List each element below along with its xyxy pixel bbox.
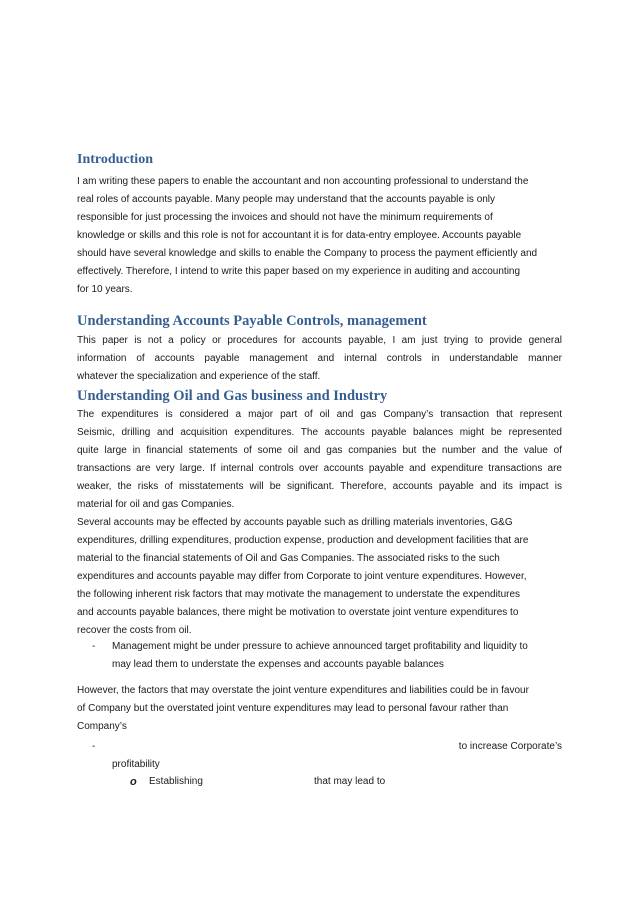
introduction-paragraph	[77, 173, 562, 299]
bullet-item-management-pressure	[77, 638, 562, 674]
several-accounts-paragraph	[77, 514, 562, 640]
paragraph-line: material for oil and gas Companies.	[77, 499, 235, 510]
paragraph-line: However, the factors that may overstate the joint venture expenditures and liabilities could be in favour	[77, 685, 529, 696]
paragraph-line: whatever the specialization and experience of the staff.	[77, 371, 321, 382]
oil-gas-paragraph	[77, 406, 562, 514]
paragraph-line: responsible for just processing the invoices and should not have the minimum requirements of	[77, 212, 493, 223]
paragraph-line: quite large in financial statements of some oil and gas companies but the number and the value of	[77, 445, 562, 456]
paragraph-line: recover the costs from oil.	[77, 625, 192, 636]
bullet-item-increase-profitability	[77, 738, 562, 756]
paragraph-line: Several accounts may be effected by accounts payable such as drilling materials inventories, G&G	[77, 517, 513, 528]
paragraph-line: effectively. Therefore, I intend to write this paper based on my experience in auditing and accounting	[77, 266, 521, 277]
paragraph-line: The expenditures is considered a major part of oil and gas Company’s transaction that represent	[77, 409, 562, 420]
paragraph-line: real roles of accounts payable. Many people may understand that the accounts payable is only	[77, 194, 496, 205]
bullet-continuation	[77, 756, 562, 774]
paragraph-line: expenditures, drilling expenditures, production expense, production and development facilities that are	[77, 535, 529, 546]
sub-bullet-right-text: that may lead to	[314, 776, 386, 787]
controls-heading: Understanding Accounts Payable Controls, management	[77, 313, 427, 329]
bullet-dash: -	[92, 641, 96, 652]
controls-paragraph	[77, 332, 562, 386]
paragraph-line: Seismic, drilling and acquisition expenditures. The accounts payable balances might be represented	[77, 427, 562, 438]
paragraph-line: I am writing these papers to enable the accountant and non accounting professional to understand the	[77, 176, 529, 187]
sub-bullet-marker: o	[130, 776, 137, 788]
bullet-line: Management might be under pressure to achieve announced target profitability and liquidity to	[112, 641, 528, 652]
paragraph-line: weaker, the risks of misstatements will be significant. Therefore, accounts payable and its impact is	[77, 481, 562, 492]
paragraph-line: and accounts payable balances, there might be motivation to overstate joint venture expenditures to	[77, 607, 519, 618]
however-paragraph	[77, 682, 562, 736]
paragraph-line: information of accounts payable management and internal controls in understandable manner	[77, 353, 562, 364]
bullet-dash: -	[92, 741, 96, 752]
paragraph-line: expenditures and accounts payable may differ from Corporate to joint venture expenditures. However,	[77, 571, 527, 582]
paragraph-line: the following inherent risk factors that may motivate the management to understate the expenditures	[77, 589, 521, 600]
paragraph-line: for 10 years.	[77, 284, 133, 295]
sub-bullet-left-text: Establishing	[149, 776, 203, 787]
paragraph-line: This paper is not a policy or procedures for accounts payable, I am just trying to provide general	[77, 335, 562, 346]
paragraph-line: knowledge or skills and this role is not for accountant it is for data-entry employee. Accounts payable	[77, 230, 522, 241]
paragraph-line: material to the financial statements of Oil and Gas Companies. The associated risks to the such	[77, 553, 500, 564]
paragraph-line: transactions are very large. If internal controls over accounts payable and expenditure transactions are	[77, 463, 562, 474]
paragraph-line: Company’s	[77, 721, 127, 732]
bullet-cont-text: profitability	[112, 759, 160, 770]
bullet-right-text: to increase Corporate’s	[458, 741, 562, 752]
paragraph-line: of Company but the overstated joint venture expenditures may lead to personal favour rather than	[77, 703, 509, 714]
introduction-heading: Introduction	[77, 152, 153, 167]
oil-gas-heading: Understanding Oil and Gas business and Industry	[77, 388, 388, 404]
sub-bullet-item-establishing	[77, 773, 562, 791]
paragraph-line: should have several knowledge and skills to enable the Company to process the payment efficiently and	[77, 248, 538, 259]
bullet-line: may lead them to understate the expenses and accounts payable balances	[112, 659, 444, 670]
